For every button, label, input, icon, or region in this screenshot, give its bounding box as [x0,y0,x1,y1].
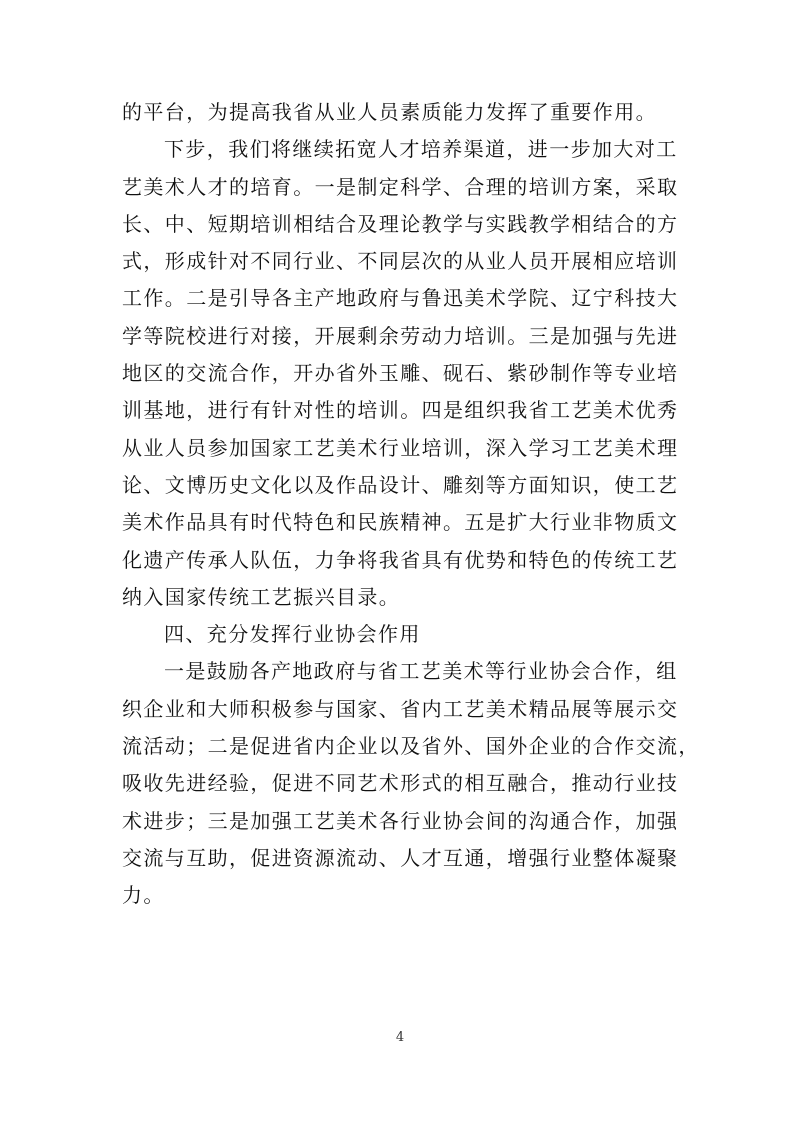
text-line: 化遗产传承人队伍，力争将我省具有优势和特色的传统工艺 [122,547,679,572]
text-line: 力。 [122,883,165,908]
text-line: 交流与互助，促进资源流动、人才互通，增强行业整体凝聚 [122,845,679,870]
text-line: 工作。二是引导各主产地政府与鲁迅美术学院、辽宁科技大 [122,286,679,311]
text-line: 流活动；二是促进省内企业以及省外、国外企业的合作交流， [122,734,700,759]
text-line: 纳入国家传统工艺振兴目录。 [122,584,401,609]
text-line: 论、文博历史文化以及作品设计、雕刻等方面知识，使工艺 [122,472,679,497]
text-line: 地区的交流合作，开办省外玉雕、砚石、紫砂制作等专业培 [122,361,679,386]
text-line: 美术作品具有时代特色和民族精神。五是扩大行业非物质文 [122,510,679,535]
text-line: 吸收先进经验，促进不同艺术形式的相互融合，推动行业技 [122,771,679,796]
text-line: 从业人员参加国家工艺美术行业培训，深入学习工艺美术理 [122,435,679,460]
text-line: 艺美术人才的培育。一是制定科学、合理的培训方案，采取 [122,174,679,199]
text-line: 的平台，为提高我省从业人员素质能力发挥了重要作用。 [122,100,657,124]
text-line: 式，形成针对不同行业、不同层次的从业人员开展相应培训 [122,249,679,274]
text-line: 训基地，进行有针对性的培训。四是组织我省工艺美术优秀 [122,398,679,423]
text-line: 织企业和大师积极参与国家、省内工艺美术精品展等展示交 [122,696,679,721]
paragraph-first-line: 一是鼓励各产地政府与省工艺美术等行业协会合作，组 [164,659,678,684]
page-number: 4 [395,1030,405,1045]
text-line: 长、中、短期培训相结合及理论教学与实践教学相结合的方 [122,211,679,236]
section-heading: 四、充分发挥行业协会作用 [164,622,421,647]
text-line: 术进步；三是加强工艺美术各行业协会间的沟通合作，加强 [122,808,679,833]
document-body [122,94,700,915]
text-line: 学等院校进行对接，开展剩余劳动力培训。三是加强与先进 [122,323,679,348]
paragraph-first-line: 下步，我们将继续拓宽人才培养渠道，进一步加大对工 [164,137,678,162]
